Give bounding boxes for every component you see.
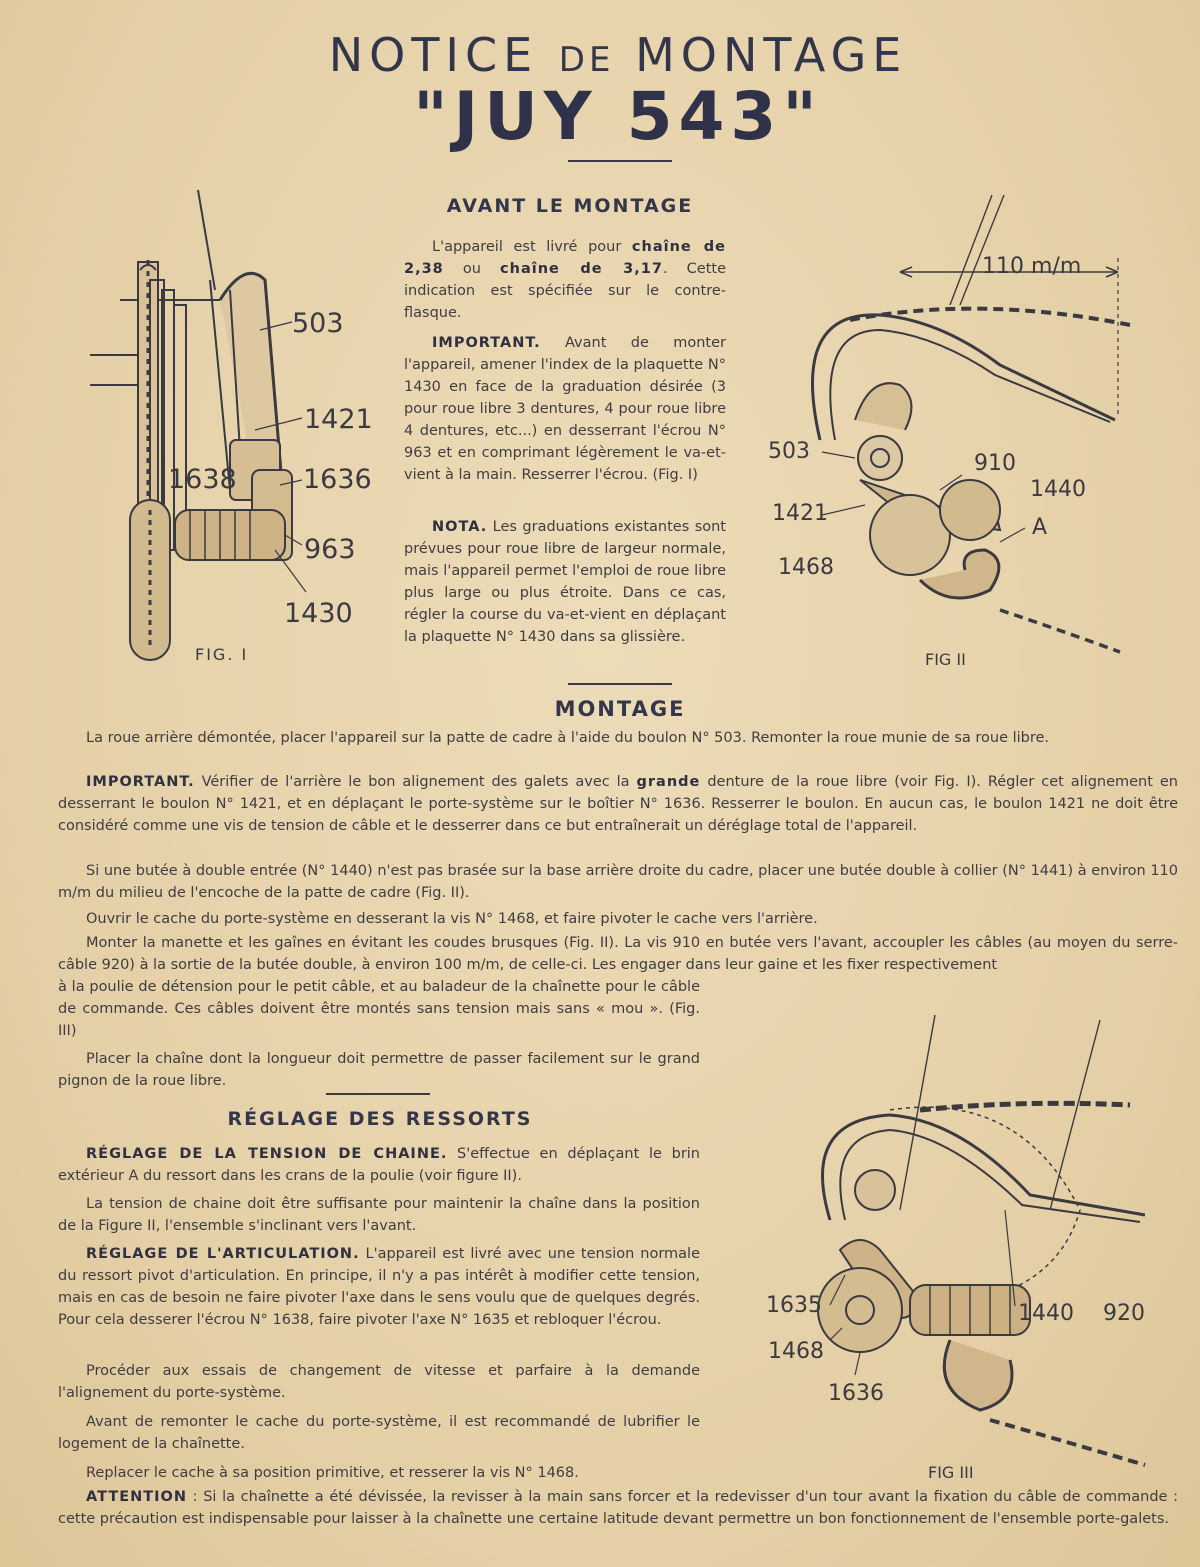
reglage-paragraph-4: Procéder aux essais de changement de vitesse et parfaire à la demande l'alignement du porte-système.	[58, 1363, 700, 1401]
fig3-label-1636: 1636	[828, 1381, 884, 1406]
articulation-label: RÉGLAGE DE L'ARTICULATION.	[86, 1246, 360, 1262]
avant-paragraph-nota: NOTA. Les graduations existantes sont prévues pour roue libre de largeur normale, mais l'appareil permet l'emploi de roue libre plus large ou plus étroite. Dans ce cas, régler la course du va-et-vient en déplaçant la plaquette N° 1430 dans sa glissière.	[404, 519, 726, 645]
montage-paragraph-1: La roue arrière démontée, placer l'appareil sur la patte de cadre à l'aide du boulon N° 503. Remonter la roue munie de sa roue libre.	[86, 730, 1050, 746]
fig2-label-503: 503	[768, 439, 810, 464]
fig1-label-1430: 1430	[284, 598, 353, 629]
fig1-label-1636: 1636	[303, 464, 372, 495]
attention-label: ATTENTION	[86, 1489, 187, 1505]
important-label: IMPORTANT.	[432, 335, 541, 351]
document-title	[0, 28, 1200, 82]
avant-paragraph-1: L'appareil est livré pour chaîne de 2,38 ou chaîne de 3,17. Cette indication est spécifiée sur le contre-flasque.	[404, 239, 727, 321]
figure-2-derailleur-side-view	[760, 190, 1180, 670]
fig1-label-503: 503	[292, 308, 344, 339]
reglage-paragraph-tension: RÉGLAGE DE LA TENSION DE CHAINE. S'effectue en déplaçant le brin extérieur A du ressort dans les crans de la poulie (voir figure II).	[58, 1146, 700, 1184]
montage-paragraph-6: Placer la chaîne dont la longueur doit permettre de passer facilement sur le grand pignon de la roue libre.	[58, 1051, 700, 1089]
title-word-montage: MONTAGE	[635, 28, 908, 82]
reglage-paragraph-attention: ATTENTION : Si la chaînette a été dévissée, la revisser à la main sans forcer et la redevisser d'un tour avant la fixation du câble de commande : cette précaution est indispensable pour laisser à la chaînette une certaine latitude devant permettre un bon fonctionnement de l'ensemble porte-galets.	[58, 1489, 1178, 1527]
fig2-label-1440: 1440	[1030, 477, 1086, 502]
title-divider	[568, 160, 672, 162]
fig3-label-920: 920	[1103, 1301, 1145, 1326]
reglage-divider	[326, 1093, 430, 1095]
fig1-label-1421: 1421	[304, 404, 373, 435]
figure-1-derailleur-rear-view	[80, 190, 400, 670]
avant-heading: AVANT LE MONTAGE	[446, 195, 694, 217]
title-word-de: DE	[558, 40, 615, 80]
title-word-notice: NOTICE	[328, 28, 539, 82]
fig2-dimension-110mm: 110 m/m	[982, 254, 1082, 279]
fig2-label-1468: 1468	[778, 555, 834, 580]
montage-paragraph-3: Si une butée à double entrée (N° 1440) n'est pas brasée sur la base arrière droite du cadre, placer une butée double à collier (N° 1441) à environ 110 m/m du milieu de l'encoche de la patte de cadre (Fig. II).	[58, 863, 1178, 901]
fig2-label-910: 910	[974, 451, 1016, 476]
reglage-paragraph-5: Avant de remonter le cache du porte-système, il est recommandé de lubrifier le logement de la chaînette.	[58, 1414, 700, 1452]
figure-3-derailleur-mounted	[760, 1010, 1180, 1485]
nota-label: NOTA.	[432, 519, 488, 535]
montage-paragraph-4: Ouvrir le cache du porte-système en desserant la vis N° 1468, et faire pivoter le cache vers l'arrière.	[86, 911, 818, 927]
fig1-caption: FIG. I	[195, 645, 249, 664]
reglage-paragraph-2: La tension de chaine doit être suffisante pour maintenir la chaîne dans la position de la Figure II, l'ensemble s'inclinant vers l'avant.	[58, 1196, 700, 1234]
montage-divider	[568, 683, 672, 685]
fig3-label-1635: 1635	[766, 1293, 822, 1318]
montage-paragraph-5a: Monter la manette et les gaînes en évitant les coudes brusques (Fig. II). La vis 910 en butée vers l'avant, accoupler les câbles (au moyen du serre-câble 920) à la sortie de la butée double, à environ 100 m/m, de celle-ci. Les engager dans leur gaine et les fixer respectivement	[58, 935, 1178, 973]
reglage-paragraph-articulation: RÉGLAGE DE L'ARTICULATION. L'appareil est livré avec une tension normale du ressort pivot d'articulation. En principe, il n'y a pas intérêt à modifier cette tension, mais en cas de besoin ne faire pivoter l'axe dans le sens voulu que de quelques degrés. Pour cela desserer l'écrou N° 1638, faire pivoter l'axe N° 1635 et rebloquer l'écrou.	[58, 1246, 700, 1328]
montage-paragraph-5b: à la poulie de détension pour le petit câble, et au baladeur de la chaînette pour le câble de commande. Ces câbles doivent être montés sans tension mais sans « mou ». (Fig. III)	[58, 979, 700, 1039]
fig3-label-1440: 1440	[1018, 1301, 1074, 1326]
reglage-heading: RÉGLAGE DES RESSORTS	[227, 1108, 533, 1130]
fig3-caption: FIG III	[928, 1463, 974, 1482]
fig1-label-1638: 1638	[168, 464, 237, 495]
avant-paragraph-important: IMPORTANT. Avant de monter l'appareil, amener l'index de la plaquette N° 1430 en face de la graduation désirée (3 pour roue libre 3 dentures, 4 pour roue libre 4 dentures, etc...) en desserrant l'écrou N° 963 et en comprimant légèrement le va-et-vient à la main. Resserrer l'écrou. (Fig. I)	[404, 335, 726, 483]
fig1-label-963: 963	[304, 534, 356, 565]
tension-label: RÉGLAGE DE LA TENSION DE CHAINE.	[86, 1146, 448, 1162]
montage-paragraph-important: IMPORTANT. Vérifier de l'arrière le bon alignement des galets avec la grande denture de la roue libre (voir Fig. I). Régler cet alignement en desserrant le boulon N° 1421, et en déplaçant le porte-système sur le boîtier N° 1636. Resserrer le boulon. En aucun cas, le boulon 1421 ne doit être considéré comme une vis de tension de câble et le desserrer dans ce but entraînerait un déréglage total de l'appareil.	[58, 774, 1178, 834]
reglage-paragraph-6: Replacer le cache à sa position primitive, et resserer la vis N° 1468.	[86, 1465, 579, 1481]
montage-heading: MONTAGE	[554, 697, 686, 721]
product-name: "JUY 543"	[413, 78, 823, 155]
montage-important-label: IMPORTANT.	[86, 774, 195, 790]
fig2-label-1421: 1421	[772, 501, 828, 526]
fig2-caption: FIG II	[925, 650, 966, 669]
fig2-label-a: A	[1032, 515, 1048, 540]
fig3-label-1468: 1468	[768, 1339, 824, 1364]
